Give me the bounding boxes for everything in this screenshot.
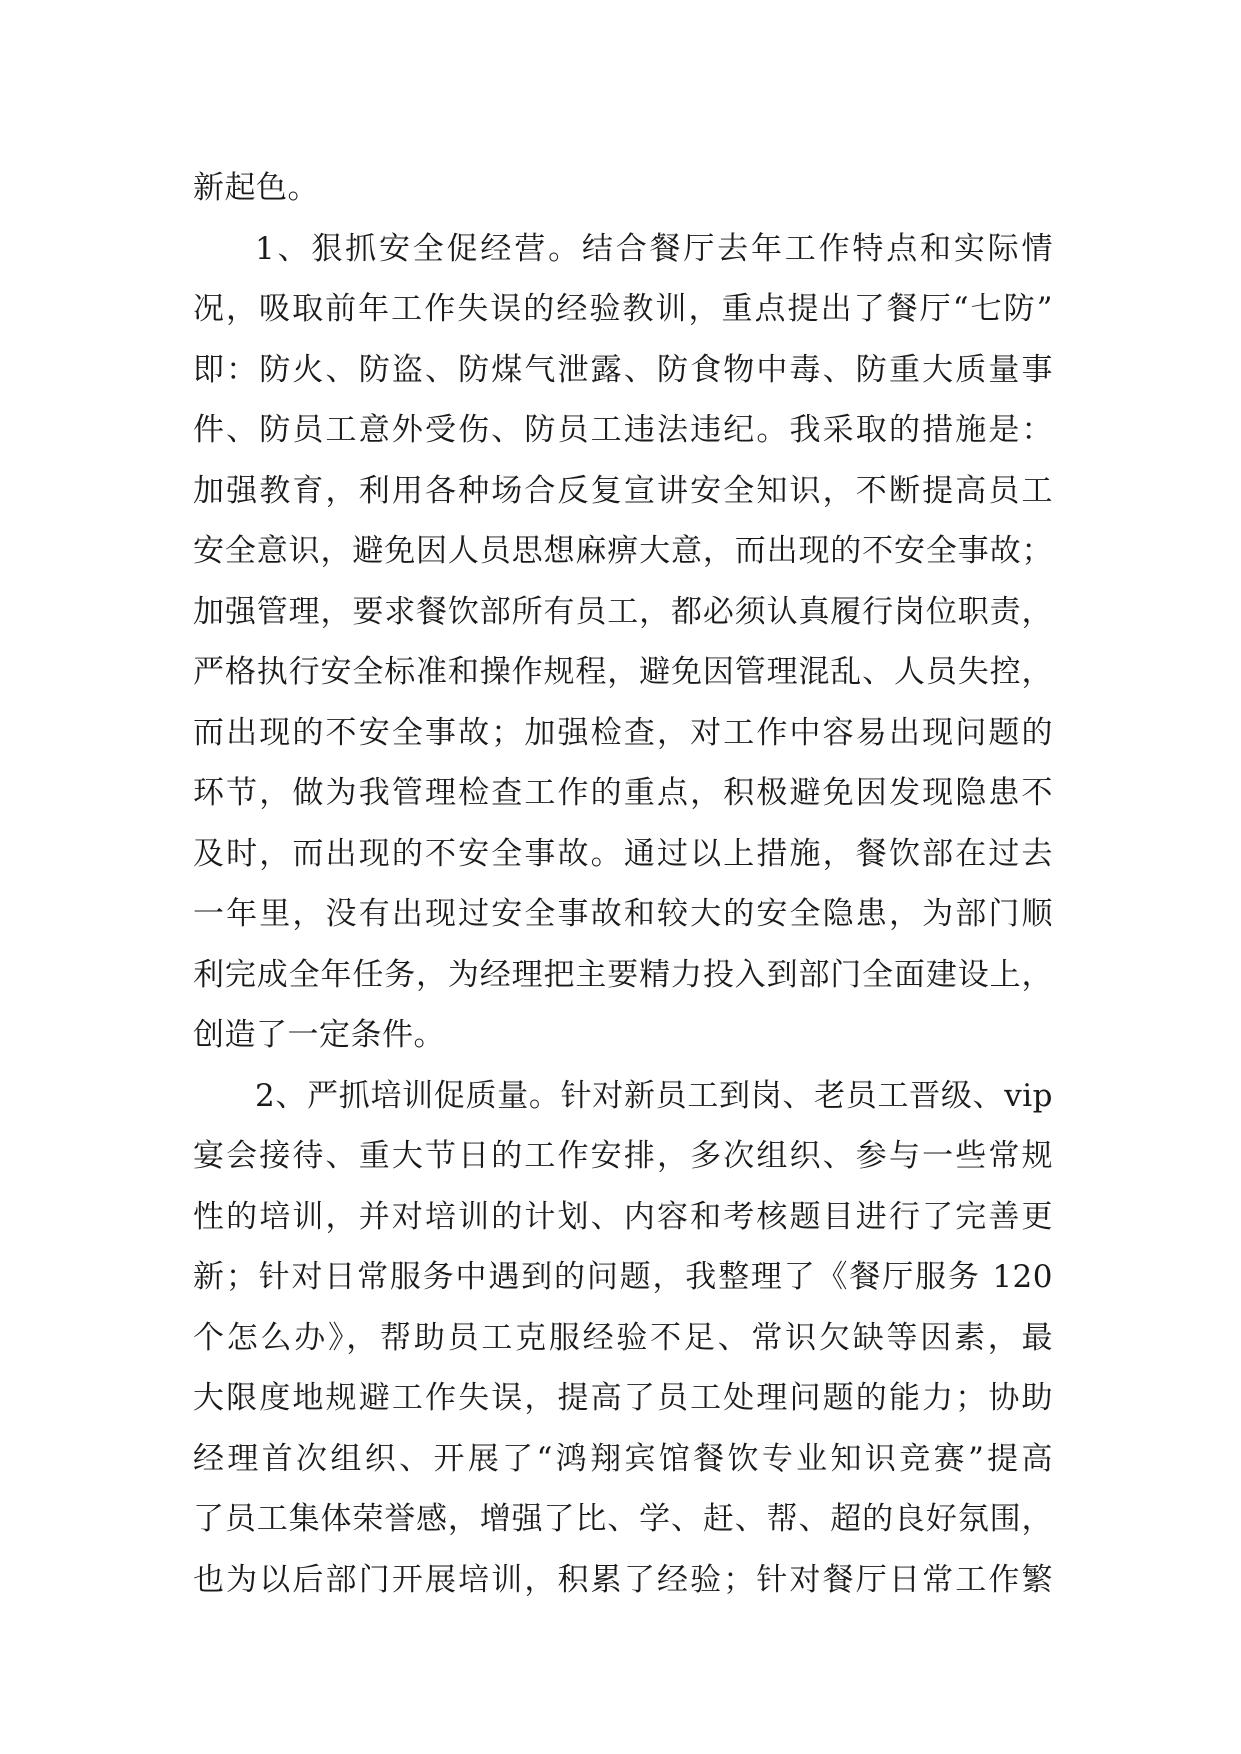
document-body — [193, 158, 1053, 1610]
text-line: 及时，而出现的不安全事故。通过以上措施，餐饮部在过去 — [193, 835, 1053, 872]
text-line: 性的培训，并对培训的计划、内容和考核题目进行了完善更 — [193, 1198, 1053, 1235]
text-line: 一年里，没有出现过安全事故和较大的安全隐患，为部门顺 — [193, 896, 1053, 932]
text-line: 个怎么办》，帮助员工克服经验不足、常识欠缺等因素，最 — [193, 1319, 1053, 1356]
text-line: 新起色。 — [193, 170, 319, 206]
text-line: 况，吸取前年工作失误的经验教训，重点提出了餐厅“七防” — [193, 291, 1053, 327]
text-line: 而出现的不安全事故；加强检查，对工作中容易出现问题的 — [193, 714, 1053, 751]
text-line: 2、严抓培训促质量。针对新员工到岗、老员工晋级、vip — [255, 1077, 1053, 1114]
text-line: 件、防员工意外受伤、防员工违法违纪。我采取的措施是： — [193, 412, 1053, 448]
text-line: 加强教育，利用各种场合反复宣讲安全知识，不断提高员工 — [193, 472, 1053, 509]
text-line: 安全意识，避免因人员思想麻痹大意，而出现的不安全事故； — [193, 533, 1053, 569]
text-line: 了员工集体荣誉感，增强了比、学、赶、帮、超的良好氛围， — [193, 1501, 1053, 1537]
text-line: 宴会接待、重大节日的工作安排，多次组织、参与一些常规 — [193, 1138, 1053, 1174]
text-line: 经理首次组织、开展了“鸿翔宾馆餐饮专业知识竞赛”提高 — [193, 1440, 1053, 1477]
text-line: 创造了一定条件。 — [193, 1017, 445, 1053]
text-line: 加强管理，要求餐饮部所有员工，都必须认真履行岗位职责， — [193, 593, 1053, 630]
text-line: 利完成全年任务，为经理把主要精力投入到部门全面建设上， — [193, 956, 1053, 993]
text-line: 也为以后部门开展培训，积累了经验；针对餐厅日常工作繁 — [193, 1561, 1053, 1598]
text-line: 新；针对日常服务中遇到的问题，我整理了《餐厅服务 120 — [193, 1259, 1053, 1295]
text-line: 严格执行安全标准和操作规程，避免因管理混乱、人员失控， — [193, 654, 1053, 690]
text-line: 即：防火、防盗、防煤气泄露、防食物中毒、防重大质量事 — [193, 351, 1053, 388]
text-line: 1、狠抓安全促经营。结合餐厅去年工作特点和实际情 — [255, 230, 1053, 267]
text-line: 环节，做为我管理检查工作的重点，积极避免因发现隐患不 — [193, 775, 1053, 811]
text-line: 大限度地规避工作失误，提高了员工处理问题的能力；协助 — [193, 1380, 1053, 1416]
